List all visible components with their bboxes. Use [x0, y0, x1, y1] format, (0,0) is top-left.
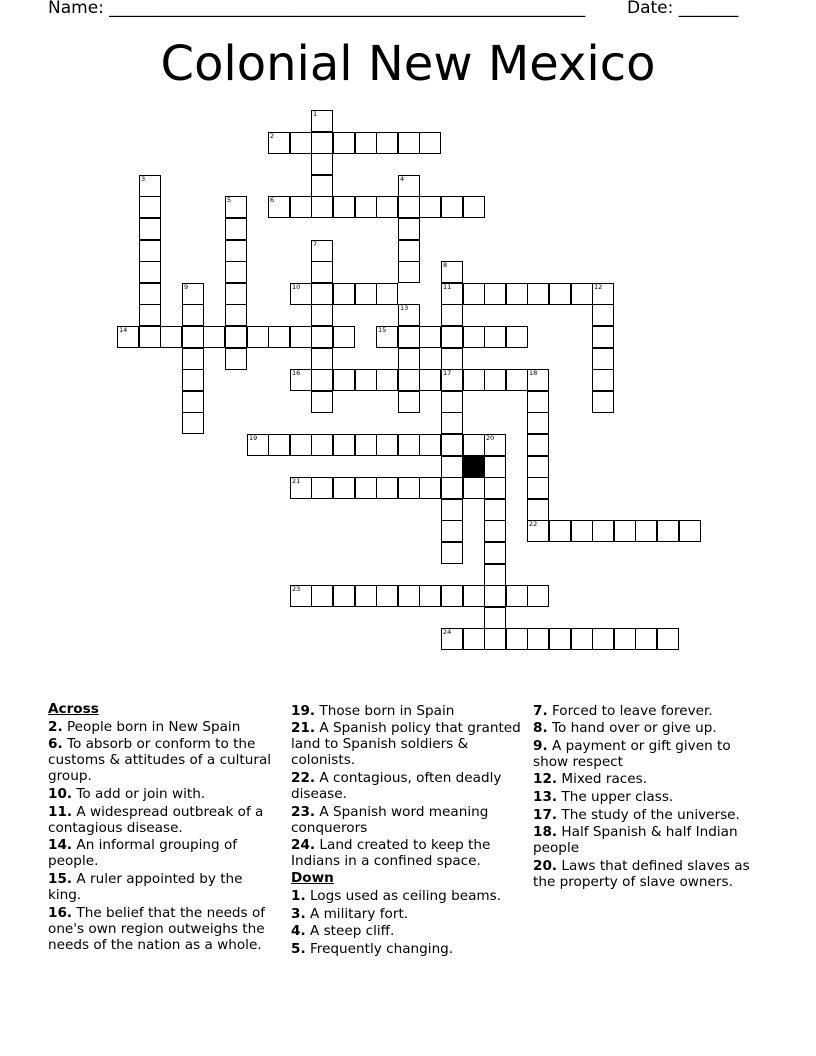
- clue-item-text: Land created to keep the Indians in a confined space.: [291, 837, 491, 870]
- clue-number: 2: [270, 132, 275, 140]
- clue-item: [291, 770, 523, 802]
- clue-item: [48, 905, 280, 953]
- clue-item: [533, 858, 765, 890]
- grid-cell[interactable]: [441, 391, 463, 413]
- grid-cell[interactable]: [484, 369, 506, 391]
- grid-cell[interactable]: [549, 520, 571, 542]
- grid-cell[interactable]: [441, 585, 463, 607]
- grid-cell[interactable]: [614, 520, 636, 542]
- grid-cell[interactable]: [333, 132, 355, 154]
- clue-item: [291, 720, 523, 768]
- grid-cell[interactable]: [311, 196, 333, 218]
- grid-cell[interactable]: [376, 283, 398, 305]
- grid-cell[interactable]: [398, 132, 420, 154]
- clue-item-number: 19.: [291, 702, 316, 719]
- clue-item-text: A steep cliff.: [305, 923, 395, 940]
- clue-item-number: 14.: [48, 837, 73, 854]
- grid-cell[interactable]: [441, 434, 463, 456]
- grid-cell[interactable]: [527, 628, 549, 650]
- clue-item-number: 17.: [533, 806, 558, 823]
- grid-cell[interactable]: [355, 132, 377, 154]
- clue-number: 3: [141, 175, 146, 183]
- clue-item-text: A Spanish word meaning conquerors: [291, 803, 489, 836]
- clue-number: 6: [270, 196, 275, 204]
- grid-cell[interactable]: [441, 348, 463, 370]
- clue-number: 17: [443, 369, 452, 377]
- grid-cell[interactable]: [463, 628, 485, 650]
- grid-cell[interactable]: [441, 196, 463, 218]
- across-clue-list: [48, 719, 280, 953]
- grid-cell[interactable]: [290, 132, 312, 154]
- grid-cell[interactable]: [376, 369, 398, 391]
- grid-cell[interactable]: [484, 564, 506, 586]
- grid-cell[interactable]: [225, 304, 247, 326]
- grid-cell[interactable]: [592, 391, 614, 413]
- clue-number: 24: [443, 628, 452, 636]
- grid-cell[interactable]: [139, 283, 161, 305]
- grid-cell[interactable]: [592, 283, 614, 305]
- clue-item: [291, 837, 523, 869]
- clue-item-number: 15.: [48, 870, 73, 887]
- grid-cell[interactable]: [139, 196, 161, 218]
- grid-cell[interactable]: [139, 261, 161, 283]
- grid-cell[interactable]: [376, 585, 398, 607]
- grid-cell[interactable]: [268, 132, 290, 154]
- clue-item-text: An informal grouping of people.: [48, 837, 238, 870]
- clue-item-number: 6.: [48, 736, 63, 753]
- clue-number: 12: [594, 283, 603, 291]
- grid-cell[interactable]: [398, 369, 420, 391]
- clue-item: [48, 719, 280, 735]
- clue-item-text: To absorb or conform to the customs & attitudes of a cultural group.: [48, 736, 272, 785]
- down-clue-list-continued: [533, 703, 765, 891]
- grid-cell[interactable]: [419, 369, 441, 391]
- grid-cell[interactable]: [419, 196, 441, 218]
- grid-cell[interactable]: [333, 477, 355, 499]
- date-line[interactable]: _______: [678, 0, 739, 18]
- grid-cell[interactable]: [182, 369, 204, 391]
- clue-item-text: Mixed races.: [557, 771, 648, 788]
- grid-cell[interactable]: [268, 326, 290, 348]
- clue-number: 7: [313, 240, 318, 248]
- grid-cell[interactable]: [398, 434, 420, 456]
- grid-cell[interactable]: [484, 585, 506, 607]
- clues-column-1: [48, 701, 280, 953]
- grid-cell[interactable]: [441, 304, 463, 326]
- grid-cell[interactable]: [139, 240, 161, 262]
- grid-cell[interactable]: [592, 520, 614, 542]
- grid-cell[interactable]: [463, 477, 485, 499]
- clues-column-2: [291, 701, 523, 957]
- clue-item: [291, 804, 523, 836]
- clue-item-text: Frequently changing.: [305, 940, 454, 957]
- clue-item: [533, 789, 765, 805]
- grid-cell[interactable]: [571, 283, 593, 305]
- grid-cell[interactable]: [182, 348, 204, 370]
- grid-cell[interactable]: [441, 283, 463, 305]
- grid-cell[interactable]: [527, 456, 549, 478]
- date-label: Date:: [627, 0, 679, 18]
- grid-cell[interactable]: [311, 369, 333, 391]
- grid-cell[interactable]: [247, 326, 269, 348]
- clue-item: [48, 736, 280, 784]
- grid-cell[interactable]: [506, 369, 528, 391]
- grid-cell[interactable]: [268, 196, 290, 218]
- clue-number: 22: [529, 520, 538, 528]
- grid-cell[interactable]: [376, 326, 398, 348]
- grid-cell[interactable]: [311, 110, 333, 132]
- clue-item-number: 4.: [291, 923, 306, 940]
- grid-cell[interactable]: [139, 218, 161, 240]
- grid-cell[interactable]: [419, 585, 441, 607]
- clue-item-text: Laws that defined slaves as the property of slave owners.: [533, 857, 750, 890]
- clue-item-number: 13.: [533, 788, 558, 805]
- grid-cell[interactable]: [398, 348, 420, 370]
- grid-cell[interactable]: [247, 434, 269, 456]
- grid-cell[interactable]: [333, 283, 355, 305]
- clue-item: [291, 923, 523, 939]
- clue-item-number: 23.: [291, 803, 316, 820]
- grid-cell[interactable]: [441, 261, 463, 283]
- grid-cell[interactable]: [311, 326, 333, 348]
- grid-cell[interactable]: [527, 477, 549, 499]
- grid-cell[interactable]: [311, 391, 333, 413]
- name-line[interactable]: ________________________________________________________: [109, 0, 586, 18]
- clue-number: 10: [292, 283, 301, 291]
- grid-cell[interactable]: [484, 283, 506, 305]
- clue-item: [48, 786, 280, 802]
- grid-cell[interactable]: [225, 348, 247, 370]
- grid-cell[interactable]: [463, 326, 485, 348]
- grid-cell[interactable]: [355, 477, 377, 499]
- grid-cell[interactable]: [592, 304, 614, 326]
- clue-number: 14: [119, 326, 128, 334]
- clue-item-number: 5.: [291, 940, 306, 957]
- clue-number: 20: [486, 434, 495, 442]
- clue-item-text: To hand over or give up.: [547, 720, 717, 737]
- clue-item-text: A contagious, often deadly disease.: [291, 769, 502, 802]
- clue-item: [533, 720, 765, 736]
- grid-cell[interactable]: [657, 628, 679, 650]
- clue-item-number: 1.: [291, 888, 306, 905]
- clue-item-number: 8.: [533, 720, 548, 737]
- grid-cell[interactable]: [441, 369, 463, 391]
- grid-cell[interactable]: [484, 477, 506, 499]
- down-heading: Down: [291, 870, 334, 887]
- grid-cell[interactable]: [571, 520, 593, 542]
- grid-cell[interactable]: [376, 132, 398, 154]
- clue-item-text: Forced to leave forever.: [547, 702, 713, 719]
- clue-item-text: A ruler appointed by the king.: [48, 870, 243, 904]
- clue-item-number: 9.: [533, 737, 548, 754]
- grid-cell[interactable]: [376, 196, 398, 218]
- clue-number: 9: [184, 283, 189, 291]
- clue-number: 8: [443, 261, 448, 269]
- clue-item-text: Half Spanish & half Indian people: [533, 824, 738, 857]
- grid-cell[interactable]: [484, 520, 506, 542]
- grid-cell[interactable]: [355, 283, 377, 305]
- grid-cell[interactable]: [139, 326, 161, 348]
- grid-cell[interactable]: [333, 585, 355, 607]
- grid-cell[interactable]: [419, 326, 441, 348]
- grid-cell[interactable]: [592, 628, 614, 650]
- grid-cell[interactable]: [484, 542, 506, 564]
- down-clue-list: [291, 888, 523, 957]
- clue-item-text: A payment or gift given to show respect: [533, 737, 731, 770]
- grid-cell[interactable]: [463, 196, 485, 218]
- clue-item-number: 2.: [48, 718, 63, 735]
- grid-cell[interactable]: [333, 434, 355, 456]
- grid-cell[interactable]: [398, 477, 420, 499]
- grid-cell[interactable]: [290, 283, 312, 305]
- across-heading: Across: [48, 701, 99, 717]
- clue-item-number: 7.: [533, 702, 548, 719]
- grid-cell[interactable]: [592, 348, 614, 370]
- grid-cell[interactable]: [463, 434, 485, 456]
- grid-cell[interactable]: [398, 585, 420, 607]
- grid-cell[interactable]: [139, 304, 161, 326]
- clue-item-number: 18.: [533, 824, 558, 841]
- grid-cell[interactable]: [333, 326, 355, 348]
- clue-item: [48, 804, 280, 836]
- grid-cell[interactable]: [203, 326, 225, 348]
- grid-cell[interactable]: [290, 369, 312, 391]
- grid-cell[interactable]: [441, 542, 463, 564]
- grid-cell[interactable]: [398, 261, 420, 283]
- grid-cell[interactable]: [527, 283, 549, 305]
- grid-cell[interactable]: [527, 391, 549, 413]
- grid-cell[interactable]: [549, 628, 571, 650]
- grid-cell[interactable]: [398, 175, 420, 197]
- grid-cell[interactable]: [398, 218, 420, 240]
- grid-cell[interactable]: [355, 369, 377, 391]
- grid-cell[interactable]: [635, 520, 657, 542]
- grid-cell[interactable]: [376, 477, 398, 499]
- grid-cell[interactable]: [311, 153, 333, 175]
- grid-cell[interactable]: [527, 520, 549, 542]
- grid-cell[interactable]: [398, 326, 420, 348]
- clue-item: [291, 906, 523, 922]
- clue-item: [533, 703, 765, 719]
- grid-cell[interactable]: [225, 283, 247, 305]
- clue-item: [533, 738, 765, 770]
- clue-number: 5: [227, 196, 232, 204]
- grid-cell[interactable]: [225, 261, 247, 283]
- grid-cell[interactable]: [506, 585, 528, 607]
- grid-cell[interactable]: [182, 326, 204, 348]
- clue-item: [533, 771, 765, 787]
- grid-cell[interactable]: [527, 434, 549, 456]
- grid-cell[interactable]: [484, 434, 506, 456]
- grid-cell[interactable]: [398, 240, 420, 262]
- clue-number: 23: [292, 585, 301, 593]
- grid-cell[interactable]: [419, 477, 441, 499]
- grid-cell[interactable]: [527, 499, 549, 521]
- grid-cell[interactable]: [441, 412, 463, 434]
- grid-cell[interactable]: [182, 412, 204, 434]
- clue-item-number: 20.: [533, 857, 558, 874]
- grid-cell[interactable]: [311, 132, 333, 154]
- clue-number: 11: [443, 283, 452, 291]
- grid-cell[interactable]: [527, 369, 549, 391]
- grid-cell[interactable]: [311, 175, 333, 197]
- grid-cell[interactable]: [160, 326, 182, 348]
- grid-cell[interactable]: [549, 283, 571, 305]
- grid-cell[interactable]: [419, 132, 441, 154]
- blocked-cell: [463, 456, 485, 478]
- clue-item-text: The belief that the needs of one's own region outweighs the needs of the nation as a whole.: [48, 904, 266, 953]
- clue-number: 16: [292, 369, 301, 377]
- grid-cell[interactable]: [268, 434, 290, 456]
- grid-cell[interactable]: [635, 628, 657, 650]
- page-title: Colonial New Mexico: [160, 36, 656, 92]
- grid-cell[interactable]: [355, 196, 377, 218]
- grid-cell[interactable]: [311, 304, 333, 326]
- clue-item: [291, 888, 523, 904]
- grid-cell[interactable]: [484, 499, 506, 521]
- grid-cell[interactable]: [441, 326, 463, 348]
- grid-cell[interactable]: [614, 628, 636, 650]
- grid-cell[interactable]: [182, 391, 204, 413]
- grid-cell[interactable]: [225, 326, 247, 348]
- clue-item: [533, 824, 765, 856]
- grid-cell[interactable]: [182, 283, 204, 305]
- grid-cell[interactable]: [527, 585, 549, 607]
- grid-cell[interactable]: [463, 585, 485, 607]
- grid-cell[interactable]: [484, 456, 506, 478]
- grid-cell[interactable]: [290, 326, 312, 348]
- grid-cell[interactable]: [182, 304, 204, 326]
- clue-item: [291, 941, 523, 957]
- grid-cell[interactable]: [311, 283, 333, 305]
- grid-cell[interactable]: [139, 175, 161, 197]
- clue-item-text: The upper class.: [557, 788, 674, 805]
- clue-number: 21: [292, 477, 301, 485]
- grid-cell[interactable]: [484, 628, 506, 650]
- grid-cell[interactable]: [311, 434, 333, 456]
- clue-number: 19: [249, 434, 258, 442]
- grid-cell[interactable]: [506, 283, 528, 305]
- grid-cell[interactable]: [441, 520, 463, 542]
- clue-item-text: Those born in Spain: [315, 702, 455, 719]
- grid-cell[interactable]: [225, 218, 247, 240]
- clue-item-text: People born in New Spain: [62, 718, 241, 735]
- grid-cell[interactable]: [484, 326, 506, 348]
- grid-cell[interactable]: [592, 369, 614, 391]
- grid-cell[interactable]: [311, 261, 333, 283]
- grid-cell[interactable]: [333, 196, 355, 218]
- grid-cell[interactable]: [463, 369, 485, 391]
- clues-column-3: [533, 701, 765, 890]
- grid-cell[interactable]: [290, 196, 312, 218]
- clue-item: [48, 837, 280, 869]
- grid-cell[interactable]: [355, 585, 377, 607]
- grid-cell[interactable]: [463, 283, 485, 305]
- grid-cell[interactable]: [571, 628, 593, 650]
- clue-item-text: Logs used as ceiling beams.: [305, 888, 502, 905]
- clue-item-number: 3.: [291, 905, 306, 922]
- clue-item-number: 10.: [48, 785, 73, 802]
- grid-cell[interactable]: [225, 196, 247, 218]
- clue-number: 18: [529, 369, 538, 377]
- clue-item: [291, 703, 523, 719]
- grid-cell[interactable]: [419, 434, 441, 456]
- clue-item-number: 11.: [48, 803, 73, 820]
- clue-number: 1: [313, 110, 318, 118]
- grid-cell[interactable]: [290, 585, 312, 607]
- grid-cell[interactable]: [333, 369, 355, 391]
- grid-cell[interactable]: [398, 304, 420, 326]
- grid-cell[interactable]: [117, 326, 139, 348]
- grid-cell[interactable]: [311, 477, 333, 499]
- grid-cell[interactable]: [376, 434, 398, 456]
- grid-cell[interactable]: [441, 499, 463, 521]
- clue-item-number: 12.: [533, 771, 558, 788]
- grid-cell[interactable]: [527, 412, 549, 434]
- grid-cell[interactable]: [290, 477, 312, 499]
- clue-item-number: 22.: [291, 769, 316, 786]
- grid-cell[interactable]: [441, 456, 463, 478]
- grid-cell[interactable]: [311, 585, 333, 607]
- grid-cell[interactable]: [441, 628, 463, 650]
- clue-item-text: A military fort.: [305, 905, 409, 922]
- clue-item: [533, 807, 765, 823]
- grid-cell[interactable]: [679, 520, 701, 542]
- clue-item-text: A Spanish policy that granted land to Spanish soldiers & colonists.: [291, 720, 521, 769]
- grid-cell[interactable]: [398, 391, 420, 413]
- grid-cell[interactable]: [398, 196, 420, 218]
- grid-cell[interactable]: [355, 434, 377, 456]
- grid-cell[interactable]: [441, 477, 463, 499]
- clue-item-number: 21.: [291, 720, 316, 737]
- grid-cell[interactable]: [311, 240, 333, 262]
- clue-item-text: A widespread outbreak of a contagious disease.: [48, 803, 264, 836]
- clue-item-number: 24.: [291, 837, 316, 854]
- grid-cell[interactable]: [506, 326, 528, 348]
- clue-number: 15: [378, 326, 387, 334]
- grid-cell[interactable]: [506, 628, 528, 650]
- clue-item: [48, 871, 280, 903]
- clue-number: 4: [400, 175, 405, 183]
- clue-item-text: To add or join with.: [72, 785, 206, 802]
- grid-cell[interactable]: [311, 348, 333, 370]
- grid-cell[interactable]: [225, 240, 247, 262]
- grid-cell[interactable]: [290, 434, 312, 456]
- clue-number: 13: [400, 304, 409, 312]
- clue-item-text: The study of the universe.: [557, 806, 740, 823]
- across-clue-list-continued: [291, 703, 523, 870]
- grid-cell[interactable]: [592, 326, 614, 348]
- grid-cell[interactable]: [484, 607, 506, 629]
- name-label: Name:: [48, 0, 110, 18]
- clue-item-number: 16.: [48, 904, 73, 921]
- grid-cell[interactable]: [657, 520, 679, 542]
